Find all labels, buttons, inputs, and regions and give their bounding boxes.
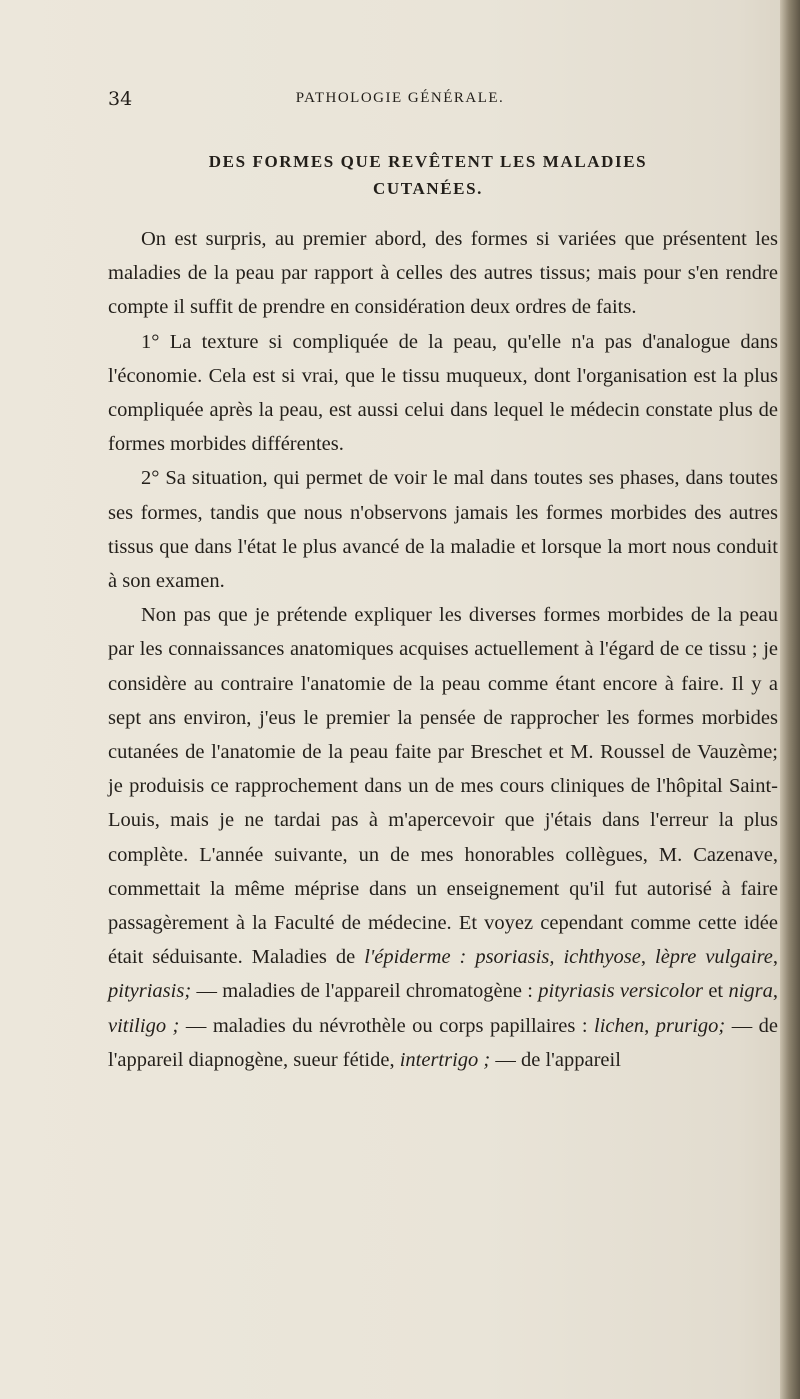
body-text (108, 222, 778, 1077)
page-number: 34 (108, 88, 133, 110)
paragraph-1: On est surpris, au premier abord, des formes si variées que présentent les maladies de la peau par rapport à celles des autres tissus; mais pour s'en rendre compte il suffit de prendre en considération deux ordres de faits. (108, 228, 778, 319)
paragraph-4-italic: lichen (594, 1014, 645, 1037)
section-title (130, 148, 726, 202)
paragraph-4-text: , (640, 946, 655, 969)
paragraph-4-italic: vitiligo ; (108, 1014, 180, 1037)
paragraph-4-italic: l'épiderme : psoriasis, ichthyose (364, 946, 641, 969)
book-spine-shadow (780, 0, 800, 1399)
paragraph-2: 1° La texture si compliquée de la peau, qu'elle n'a pas d'analogue dans l'économie. Cela est si vrai, que le tissu muqueux, dont l'organisation est la plus compliquée après la peau, est aussi celui dans lequel le médecin constate plus de formes morbides différentes. (108, 330, 778, 456)
section-title-line-2: CUTANÉES. (373, 179, 483, 198)
paragraph-4-italic: lèpre vulgaire (655, 946, 773, 969)
paragraph-4-text: — maladies du névrothèle ou corps papillaires : (179, 1014, 595, 1037)
paragraph-3: 2° Sa situation, qui permet de voir le mal dans toutes ses phases, dans toutes ses formes, tandis que nous n'observons jamais les formes morbides des autres tissus que dans l'état le plus avancé de la maladie et lorsque la mort nous conduit à son examen. (108, 467, 778, 593)
paragraph-4-text: — de l'appareil diapnogène, sueur fétide, (108, 1014, 779, 1071)
page-header (0, 88, 800, 114)
paragraph-4-italic: pityriasis versicolor (538, 980, 704, 1003)
running-head: PATHOLOGIE GÉNÉRALE. (295, 90, 505, 106)
paragraph-4-italic: pityriasis; (108, 980, 192, 1003)
paragraph-4-text: Non pas que je prétende expliquer les diverses formes morbides de la peau par les connaissances anatomiques acquises actuellement à l'égard de ce tissu ; je considère au contraire l'anatomie de la peau comme étant encore à faire. Il y a sept ans environ, j'eus le premier la pensée de rapprocher les formes morbides cutanées de l'anatomie de la peau faite par Breschet et M. Roussel de Vauzème; je produisis ce rapprochement dans un de mes cours cliniques de l'hôpital Saint-Louis, mais je ne tardai pas à m'apercevoir que j'étais dans l'erreur la plus complète. L'année suivante, un de mes honorables collègues, M. Cazenave, commettait la même méprise dans un enseignement qu'il fut autorisé à faire passagèrement à la Faculté de médecine. Et voyez cependant comme cette idée était séduisante. Maladies de (108, 604, 778, 969)
paragraph-4-text: et (703, 980, 729, 1003)
paragraph-4 (108, 598, 778, 1077)
paragraph-4-italic: prurigo; (655, 1014, 726, 1037)
paragraph-4-text: — de l'appareil (490, 1048, 621, 1071)
paragraph-4-text: , (772, 980, 778, 1003)
section-title-line-1: DES FORMES QUE REVÊTENT LES MALADIES (208, 152, 648, 171)
paragraph-4-italic: nigra (728, 980, 773, 1003)
paragraph-4-italic: intertrigo ; (399, 1048, 491, 1071)
paragraph-4-text: , (772, 946, 779, 969)
paragraph-4-text: — maladies de l'appareil chromatogène : (191, 980, 539, 1003)
paragraph-4-text: , (644, 1014, 656, 1037)
